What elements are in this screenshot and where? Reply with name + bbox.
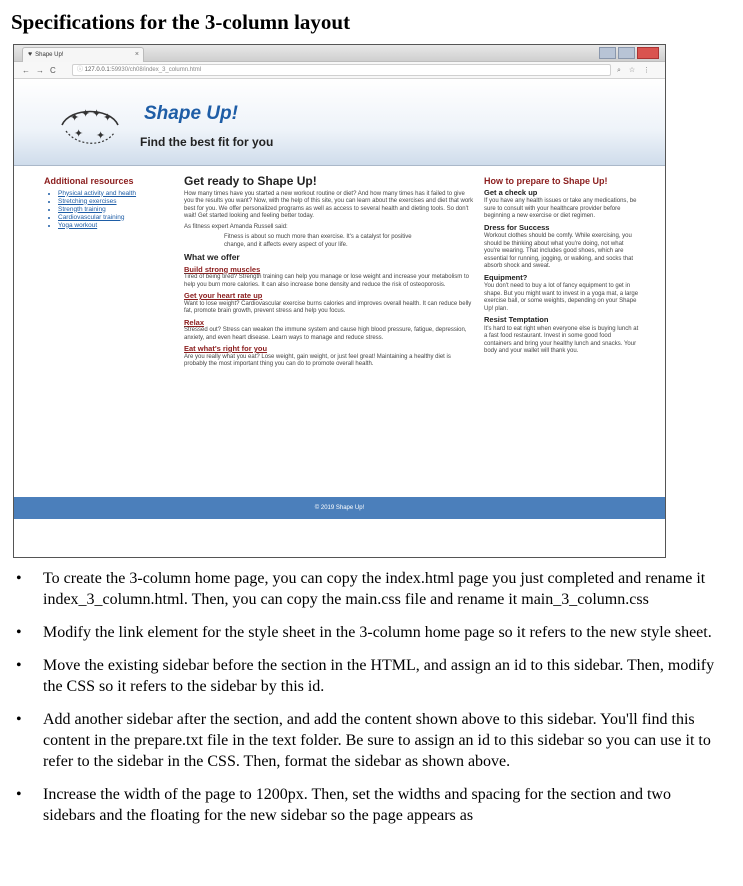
prepare-item-title: Equipment? [484,272,528,282]
site-main [14,166,665,519]
zoom-icon[interactable]: ⌕ [617,66,624,74]
prepare-item-text: If you have any health issues or take any medications, be sure to consult with your healthcare provider before beginning a new exercise or diet regimen. [484,198,637,219]
prepare-item-title: Dress for Success [484,222,550,232]
intro-text: How many times have you started a new workout routine or diet? And how many times has it failed to give you the results you want? Now, with the help of this site, you can learn about the exercises and diet that work best for you. We offer personalized programs as well as access to several health and dieting tools. So don't wait! Get started looking and feeling better today. [184,190,474,219]
instruction-item: • To create the 3-column home page, you can copy the index.html page you just completed and rename it index_3_column.html. Then, you can copy the main.css file and rename it main_3_column.css [14,568,719,610]
svg-text:✦: ✦ [96,129,106,142]
prepare-item-title: Get a check up [484,187,538,197]
maximize-button[interactable] [618,47,635,59]
left-sidebar-heading: Additional resources [44,176,134,186]
site-header [14,79,665,166]
offer-heading: What we offer [184,252,240,262]
resource-link[interactable]: • Strength training [58,206,169,214]
address-icons [617,66,665,75]
nav-buttons [14,66,72,75]
menu-icon[interactable]: ⋮ [643,66,654,74]
left-sidebar [44,178,169,230]
site-footer: © 2019 Shape Up! [14,497,665,519]
site-tagline: Find the best fit for you [140,135,274,149]
right-sidebar-heading: How to prepare to Shape Up! [484,176,608,186]
svg-text:✦: ✦ [70,111,80,124]
window-controls [599,47,659,59]
offer-item-text: Stressed out? Stress can weaken the immune system and cause high blood pressure, fatigue, depression, anxiety, and even heart disease. Learn ways to manage and reduce stress. [184,327,467,341]
instruction-list [14,568,719,838]
url-input[interactable]: ⓘ 127.0.0.1:59930/ch08/index_3_column.html [72,64,611,76]
offer-item-text: Tired of being tired? Strength training can help you manage or lose weight and increase your metabolism to help you burn more calories. It can also increase bone density and reduce the risk of osteoporosis. [184,274,469,288]
close-icon[interactable]: × [134,51,139,58]
instruction-item: • Move the existing sidebar before the section in the HTML, and assign an id to this sidebar. Then, modify the CSS so it refers to the sidebar by this id. [14,655,719,697]
offer-item-title[interactable]: Get your heart rate up [184,291,263,300]
resource-links [44,190,169,230]
browser-tab[interactable] [22,47,144,62]
minimize-button[interactable] [599,47,616,59]
right-sidebar [484,178,640,359]
resource-link[interactable]: • Cardiovascular training [58,214,169,222]
main-section [184,174,474,372]
quote-intro: As fitness expert Amanda Russell said: [184,223,288,230]
url-host: 127.0.0.1 [84,67,110,73]
site-title: Shape Up! [144,103,238,124]
offer-item-title[interactable]: Build strong muscles [184,264,261,274]
offer-item-title[interactable]: Eat what's right for you [184,344,268,353]
document-heading: Specifications for the 3-column layout [11,10,351,34]
instruction-item: • Add another sidebar after the section, and add the content shown above to this sidebar. You'll find this content in the prepare.txt file in the text folder. Be sure to assign an id to this sidebar so you can use it to refer to the sidebar in the CSS. Then, format the sidebar as shown above. [14,709,719,772]
offer-item-title[interactable]: Relax [184,317,205,327]
star-icon[interactable]: ☆ [628,66,639,74]
svg-text:✦: ✦ [103,111,113,124]
prepare-item-title: Resist Temptation [484,315,549,324]
resource-link[interactable]: • Physical activity and health [58,190,169,198]
instruction-item: • Increase the width of the page to 1200px. Then, set the widths and spacing for the section and two sidebars and the floating for the new sidebar so the page appears as [14,784,719,826]
resource-link[interactable]: • Yoga workout [58,222,169,230]
prepare-item-text: It's hard to eat right when everyone else is buying lunch at a fast food restaurant. Invest in some good food containers and bring your healthy lunch and snacks. Your body and your wallet will thank you. [484,325,639,354]
tab-title: Shape Up! [35,52,64,58]
svg-text:✦: ✦ [74,127,84,140]
prepare-item-text: Workout clothes should be comfy. While exercising, you should be thinking about what you're doing, not what you're wearing. That includes good shoes, which are essential for running, jogging, or walking, and socks that absorb shock and sweat. [484,233,634,269]
url-path: :59930/ch08/index_3_column.html [109,67,202,73]
section-heading: Get ready to Shape Up! [184,174,317,188]
prepare-item-text: You don't need to buy a lot of fancy equipment to get in shape. But you might want to invest in a yoga mat, a large exercise ball, or some weights, depending on your Shape Up! plan. [484,283,639,312]
browser-titlebar [14,45,665,62]
browser-screenshot [13,44,666,558]
close-window-button[interactable] [637,47,659,59]
svg-text:✦: ✦ [92,107,102,120]
address-bar-row [14,62,665,79]
offer-item-text: Want to lose weight? Cardiovascular exercise burns calories and improves overall health. It can reduce belly fat, promote brain growth, prevent stress and help you focus. [184,300,472,314]
running-figures-logo-icon [56,97,124,151]
forward-icon[interactable]: → [36,65,44,75]
reload-icon[interactable]: C [50,65,56,75]
offer-item-text: Are you really what you eat? Lose weight, gain weight, or just feel great! Maintaining a healthy diet is probably the most important thing you can do to promote overall health. [184,353,451,367]
back-icon[interactable]: ← [22,65,30,75]
heart-icon: ♥ [28,51,33,58]
instruction-item: • Modify the link element for the style sheet in the 3-column home page so it refers to the new style sheet. [14,622,719,643]
quote: Fitness is about so much more than exercise. It's a catalyst for positive change, and it affects every aspect of your life. [224,234,412,248]
svg-text:✦: ✦ [81,107,91,120]
resource-link[interactable]: • Stretching exercises [58,198,169,206]
